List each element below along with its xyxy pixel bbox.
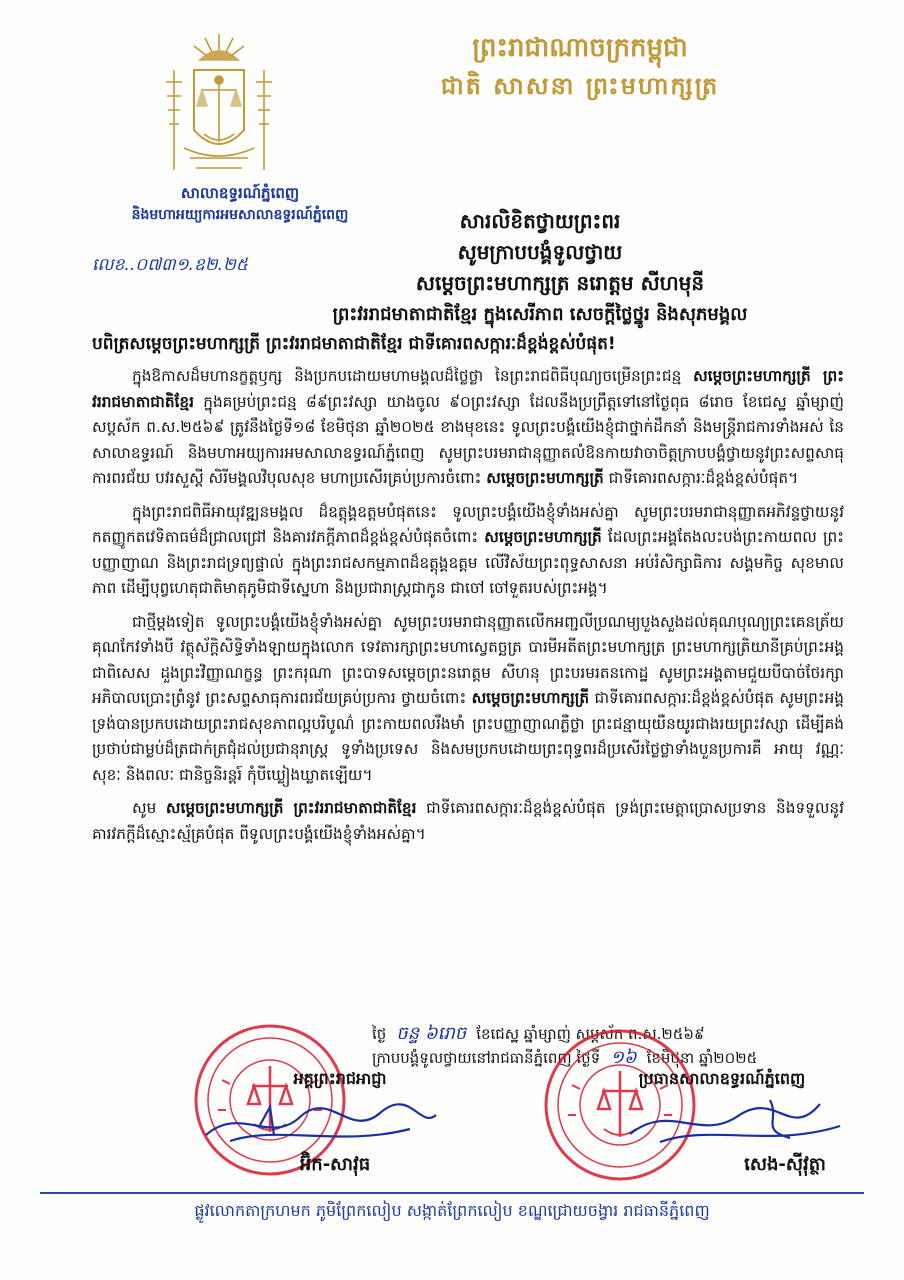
p3-text-a: ជាថ្មីម្តងទៀត ទូលព្រះបង្គំយើងខ្ញុំទាំងអស់គ្នា សូមព្រះបរមរាជានុញ្ញាតលើកអញ្ជលីប្រណម្យបួងសួងដល់គុណបុណ្យព្រះគេនត្រ័យ គុណកែវទាំងបី វត្ថុស័ក្តិសិទ្ធិទាំងឡាយក្នុងលោក ទេវតារក្សាព្រះមហាស្វេតច្ឆត្រ បារមីអតីតព្រះមហាក្សត្រ ព្រះមហាក្សត្រិយានីគ្រប់ព្រះអង្គ ជាពិសេស ដួងព្រះវិញ្ញាណក្ខន្ធ ព្រះករុណា ព្រះបាទសម្តេចព្រះនរោត្តម សីហនុ ព្រះបរមរតនកោដ្ឋ សូមព្រះអង្គតាមជួយបីបាច់ថែរក្សា អភិបាលប្រោះព្រំនូវ ព្រះសព្ទសាធុការពរជ័យគ្រប់ប្រការ ថ្វាយចំពោះ [92,612,844,707]
lunar-rest: ខែជេស្ឋ ឆ្នាំម្សាញ់ សប្តស័ក ព.ស.២៥៦៩ [476,1025,705,1043]
p2-text-a: ក្នុងព្រះរាជពិធីអាយុវឌ្ឍនមង្គល ដ៏ឧត្តុង្គឧត្តមបំផុតនេះ ទូលព្រះបង្គំយើងខ្ញុំទាំងអស់គ្នា សូមព្រះបរមរាជានុញ្ញាតអភិវន្ទថ្វាយនូវកតញ្ញូកតវេទិតាធម៌ដ៏ជ្រាលជ្រៅ និងគារវភក្តីភាពដ៏ខ្ពង់ខ្ពស់បំផុតចំពោះ [92,502,844,546]
place-prefix: ក្រាបបង្គំទូលថ្វាយនៅរាជធានីភ្នំពេញ ថ្ងៃទី [372,1049,601,1067]
lunar-prefix: ថ្ងៃ [372,1025,387,1043]
place-rest: ខែមិថុនា ឆ្នាំ២០២៥ [646,1049,758,1067]
p1-text-a: ក្នុងឱកាសដ៏មហានក្ខត្តឫក្ស និងប្រកបដោយមហាមង្គលដ៏ថ្លៃថ្លា នៃព្រះរាជពិធីបុណ្យចម្រើនព្រះជន្ម [132,367,694,385]
letter-body [92,364,844,855]
left-signatory-title: អគ្គព្រះរាជអាជ្ញា [293,1069,387,1088]
letter-addressing: សូមក្រាបបង្គំទូលថ្វាយ [457,240,623,264]
p2-bold-b: សម្តេចព្រះមហាក្សត្រី [484,528,602,546]
paragraph-1 [92,364,844,492]
kingdom-heading [350,28,810,104]
left-signature [200,1095,440,1155]
paragraph-3 [92,610,844,789]
right-signatory-name: សេង-ស៊ីវុត្ថា [744,1154,826,1175]
footer-address: ផ្លូវលោកតាក្រហមក ភូមិព្រែកលៀប សង្កាត់ព្រែកលៀប ខណ្ឌជ្រោយចង្វារ រាជធានីភ្នំពេញ [194,1201,710,1220]
sender-line-1: សាលាឧទ្ធរណ៍ភ្នំពេញ [180,184,300,202]
p1-bold-d: សម្តេចព្រះមហាក្សត្រី [486,469,604,487]
letter-title: សារលិខិតថ្វាយព្រះពរ [459,209,621,233]
paragraph-2 [92,500,844,602]
royal-emblem-icon [160,30,278,180]
p3-bold-b: សម្តេចព្រះមហាក្សត្រី [471,689,590,707]
paragraph-4 [92,796,844,847]
p4-bold-b: សម្តេចព្រះមហាក្សត្រី ព្រះវររាជមាតាជាតិខ្មែរ [165,799,417,817]
national-motto: ជាតិ សាសនា ព្រះមហាក្សត្រ [440,72,720,100]
footer-divider [40,1192,864,1194]
lunar-handwritten: ចន្ទ ៦រោច [396,1023,467,1044]
kingdom-title: ព្រះរាជាណាចក្រកម្ពុជា [472,33,688,63]
letter-recipient-title: ព្រះវររាជមាតាជាតិខ្មែរ ក្នុងសេរីភាព សេចក្តីថ្លៃថ្នូរ និងសុភមង្គល [332,304,748,325]
right-signatory-title: ប្រធានសាលាឧទ្ធរណ៍ភ្នំពេញ [638,1069,806,1088]
place-handwritten: ១៦ [610,1047,637,1068]
p2-text-c: ដែលព្រះអង្គតែងលះបង់ព្រះកាយពល ព្រះបញ្ញាញាណ និងព្រះរាជទ្រព្យផ្ទាល់ ក្នុងព្រះរាជសកម្មភាពដ៏ឧត្តុង្គឧត្តម លើវិស័យព្រះពុទ្ធសាសនា អប់រំសិក្សាធិការ សង្គមកិច្ច សុខមាលភាព ដើម្បីបុព្វហេតុជាតិមាតុភូមិជាទីស្នេហា និងប្រជារាស្ត្រជាកូន ជាចៅ ចៅទួតរបស់ព្រះអង្គ។ [92,528,844,597]
right-signature [620,1090,850,1154]
p4-text-a: សូម [132,799,166,817]
letter-subject: បពិត្រសម្តេចព្រះមហាក្សត្រី ព្រះវររាជមាតាជាតិខ្មែរ ជាទីគោរពសក្ការៈដ៏ខ្ពង់ខ្ពស់បំផុត! [92,334,616,354]
left-signatory-name: អ៊ិក-សាវុធ [299,1154,371,1175]
p3-text-c: ជាទីគោរពសក្ការៈដ៏ខ្ពង់ខ្ពស់បំផុត សូមព្រះអង្គទ្រង់បានប្រកបដោយព្រះរាជសុខភាពល្អបរិបូណ៌ ព្រះកាយពលរឹងមាំ ព្រះបញ្ញាញាណភ្លឺថ្លា ព្រះជន្មាយុយឺនយូរជាងរយព្រះវស្សា ដើម្បីគង់ប្រថាប់ជាម្លប់ដ៏ត្រជាក់ត្រជុំដល់ប្រជានុរាស្ត្រ ទូទាំងប្រទេស និងសមប្រកបដោយព្រះពុទ្ធពរដ៏ប្រសើរថ្លៃថ្លាទាំងបួនប្រការគឺ អាយុ វណ្ណៈ សុខៈ និងពលៈ ជានិច្ចនិរន្តរ៍ កុំបីឃ្លៀងឃ្លាតឡើយ។ [92,689,845,784]
reference-number: លេខ..០៧៣១.ឧ២.២៥ [92,255,248,275]
p1-text-c: ក្នុងគម្រប់ព្រះជន្ម ៨៩ព្រះវស្សា យាងចូល ៩០ព្រះវស្សា ដែលនឹងប្រព្រឹត្តទៅនៅថ្ងៃពុធ ៨រោច ខែជេស្ឋ ឆ្នាំម្សាញ់ សប្តស័ក ព.ស.២៥៦៩ ត្រូវនឹងថ្ងៃទី១៨ ខែមិថុនា ឆ្នាំ២០២៥ ខាងមុខនេះ ទូលព្រះបង្គំយើងខ្ញុំជាថ្នាក់ដឹកនាំ និងមន្ត្រីរាជការទាំងអស់ នៃសាលាឧទ្ធរណ៍ និងមហាអយ្យការអមសាលាឧទ្ធរណ៍ភ្នំពេញ សូមព្រះបរមរាជានុញ្ញាតលំឱនកាយវាចាចិត្តក្រាបបង្គំថ្វាយនូវព្រះសព្ទសាធុការពរជ័យ បវរសួស្តី សិរីមង្គលវិបុលសុខ មហាប្រសើរគ្រប់ប្រការចំពោះ [92,392,844,487]
p4-text-c: ជាទីគោរពសក្ការៈដ៏ខ្ពង់ខ្ពស់បំផុត ទ្រង់ព្រះមេត្តាប្រោសប្រទាន និងទទួលនូវគារវភក្តីដ៏ស្មោះស្ម័គ្របំផុត ពីទូលព្រះបង្គំយើងខ្ញុំទាំងអស់គ្នា។ [92,799,844,843]
letter-recipient: សម្តេចព្រះមហាក្សត្រ នរោត្តម សីហមុនី [415,271,705,295]
p1-text-e: ជាទីគោរពសក្ការៈដ៏ខ្ពង់ខ្ពស់បំផុត។ [603,469,799,487]
letter-titles [240,205,840,331]
sender-line-2: និងមហាអយ្យការអមសាលាឧទ្ធរណ៍ភ្នំពេញ [131,207,349,223]
p1-bold-b: សម្តេចព្រះមហាក្សត្រី ព្រះវររាជមាតាជាតិខ្មែរ [92,367,844,411]
